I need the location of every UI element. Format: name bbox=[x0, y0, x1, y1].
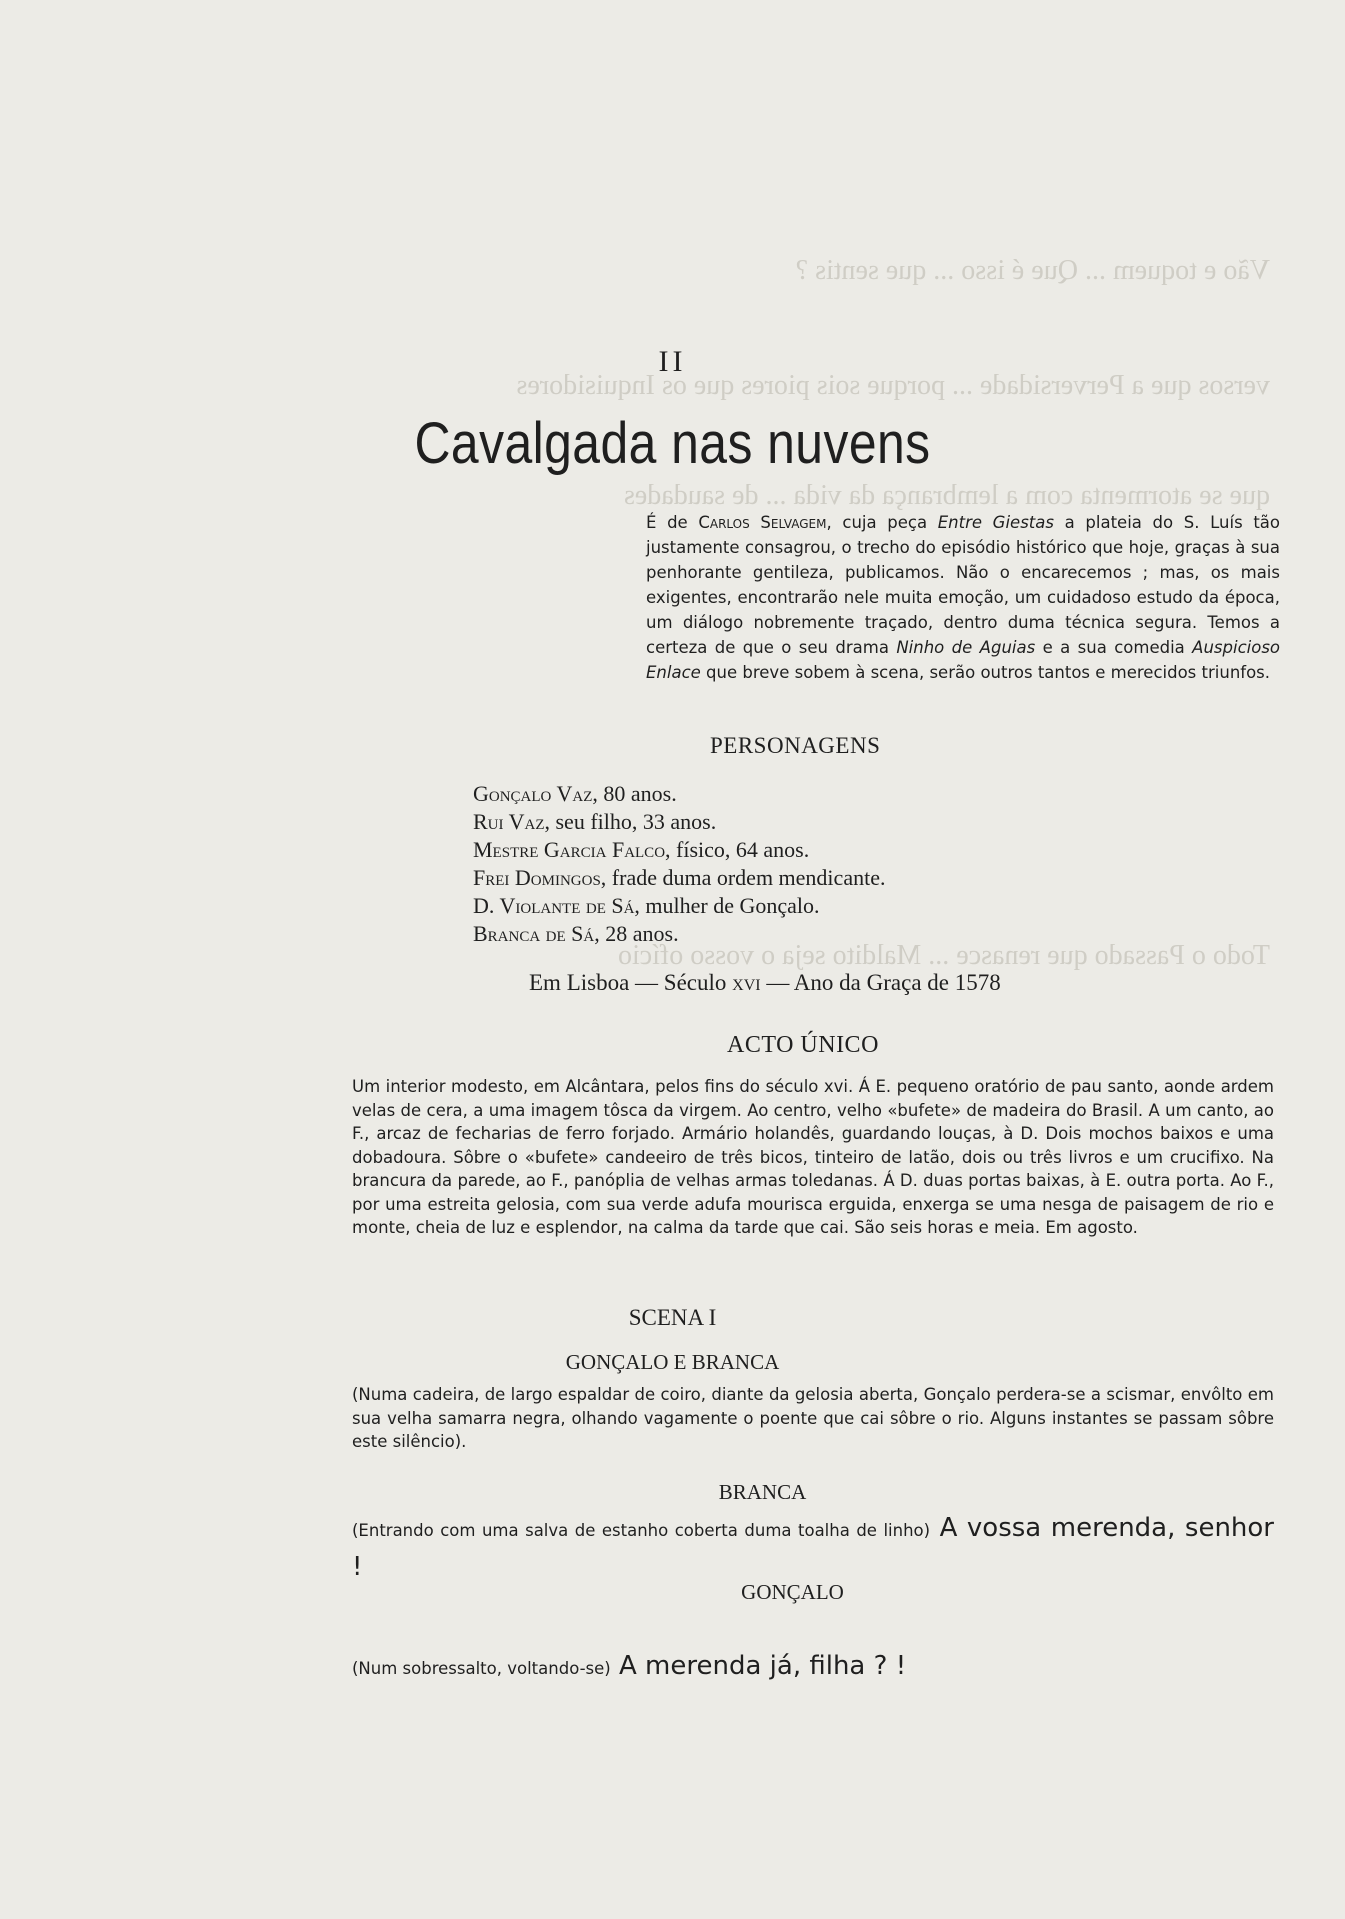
stage-direction: (Numa cadeira, de largo espaldar de coiro, diante da gelosia aberta, Gonçalo perdera-se a scismar, envôlto em sua velha samarra negra, olhando vagamente o poente que cai sôbre o rio. Alguns instantes se passam sôbre este silêncio). bbox=[352, 1385, 1274, 1451]
play-title: Auspicioso Enlace bbox=[646, 638, 1281, 682]
speech-direction: (Entrando com uma salva de estanho coberta duma toalha de linho) bbox=[352, 1521, 931, 1540]
setting-text: — Ano da Graça de 1578 bbox=[760, 970, 1001, 995]
dialogue-line bbox=[352, 1510, 1274, 1588]
cast-item bbox=[473, 864, 1173, 892]
character-name: Rui Vaz bbox=[473, 809, 545, 834]
bleed-through-text: versos que a Perversidade ... porque sois piores que os Inquisidores bbox=[516, 370, 1270, 401]
cast-item bbox=[473, 920, 1173, 948]
setting-line bbox=[529, 970, 1001, 996]
dialogue-line bbox=[352, 1648, 1274, 1687]
stage-direction: Um interior modesto, em Alcântara, pelos fins do século xvi. Á E. pequeno oratório de pau santo, aonde ardem velas de cera, a uma imagem tôsca da virgem. Ao centro, velho «bufete» de madeira do Brasil. A um canto, ao F., arcaz de fecharias de ferro forjado. Armário holandês, guardando louças, à D. Dois mochos baixos e uma dobadoura. Sôbre o «bufete» candeeiro de três bicos, tinteiro de latão, dois ou três livros e um crucifixo. Na brancura da parede, ao F., panóplia de velhas armas toledanas. Á D. duas portas baixas, à E. outra porta. Ao F., por uma estreita gelosia, com sua verde adufa mourisca erguida, enxerga se uma nesga de paisagem de rio e monte, cheia de luz e esplendor, na calma da tarde que cai. São seis horas e meia. Em agosto. bbox=[352, 1077, 1274, 1237]
character-name: Mestre Garcia Falco bbox=[473, 837, 666, 862]
bleed-through-text: que se atormenta com a lembrança da vida ... de saudades bbox=[623, 480, 1270, 511]
speaker-heading: GONÇALO bbox=[741, 1580, 844, 1604]
speech-direction: (Num sobressalto, voltando-se) bbox=[352, 1659, 611, 1678]
page-title: Cavalgada nas nuvens bbox=[414, 411, 931, 476]
character-name: Branca de Sá bbox=[473, 921, 595, 946]
section-numeral: II bbox=[658, 345, 687, 378]
setting-century: xvi bbox=[732, 970, 761, 995]
character-name: Gonçalo Vaz bbox=[473, 781, 593, 806]
cast-item bbox=[473, 808, 1173, 836]
cast-item bbox=[473, 780, 1173, 808]
cast-item bbox=[473, 836, 1173, 864]
character-desc: , mulher de Gonçalo. bbox=[634, 893, 820, 918]
bleed-through-text: Vão e toquem ... Que é isso ... que sentis ? bbox=[795, 255, 1270, 286]
scene-heading: SCENA I bbox=[628, 1305, 717, 1330]
intro-text: , cuja peça bbox=[826, 513, 938, 532]
character-name: Frei Domingos bbox=[473, 865, 601, 890]
intro-text: e a sua comedia bbox=[1035, 638, 1193, 657]
cast-item bbox=[473, 892, 1173, 920]
scene-characters: GONÇALO E BRANCA bbox=[565, 1350, 780, 1374]
speaker-heading: BRANCA bbox=[718, 1480, 807, 1504]
character-desc: , seu filho, 33 anos. bbox=[544, 809, 717, 834]
intro-text: É de bbox=[646, 513, 699, 532]
character-name: D. Violante de Sá bbox=[473, 893, 635, 918]
personagens-heading: PERSONAGENS bbox=[710, 733, 881, 758]
intro-text: que breve sobem à scena, serão outros tantos e merecidos triunfos. bbox=[700, 663, 1271, 682]
character-desc: , 28 anos. bbox=[594, 921, 679, 946]
act-heading: ACTO ÚNICO bbox=[727, 1032, 879, 1058]
cast-list bbox=[473, 780, 1173, 948]
author-name: Carlos Selvagem bbox=[698, 513, 827, 532]
play-title: Ninho de Aguias bbox=[896, 638, 1036, 657]
speech-text: A merenda já, filha ? ! bbox=[610, 1651, 907, 1681]
character-desc: , 80 anos. bbox=[592, 781, 677, 806]
speech-text: A vossa merenda, senhor ! bbox=[352, 1513, 1274, 1582]
play-title: Entre Giestas bbox=[937, 513, 1054, 532]
character-desc: , físico, 64 anos. bbox=[665, 837, 810, 862]
intro-text: a plateia do S. Luís tão justamente consagrou, o trecho do episódio histórico que hoje, graças à sua penhorante gentileza, publicamos. Não o encarecemos ; mas, os mais exigentes, encontrarão nele muita emoção, um cuidadoso estudo da época, um diálogo nobremente traçado, dentro duma técnica segura. Temos a certeza de que o seu drama bbox=[646, 513, 1280, 657]
intro-paragraph bbox=[646, 510, 1280, 685]
bleed-through-text: Todo o Passado que renasce ... Maldito seja o vosso ofício bbox=[617, 940, 1270, 971]
character-desc: , frade duma ordem mendicante. bbox=[600, 865, 886, 890]
setting-text: Em Lisboa — Século bbox=[529, 970, 733, 995]
